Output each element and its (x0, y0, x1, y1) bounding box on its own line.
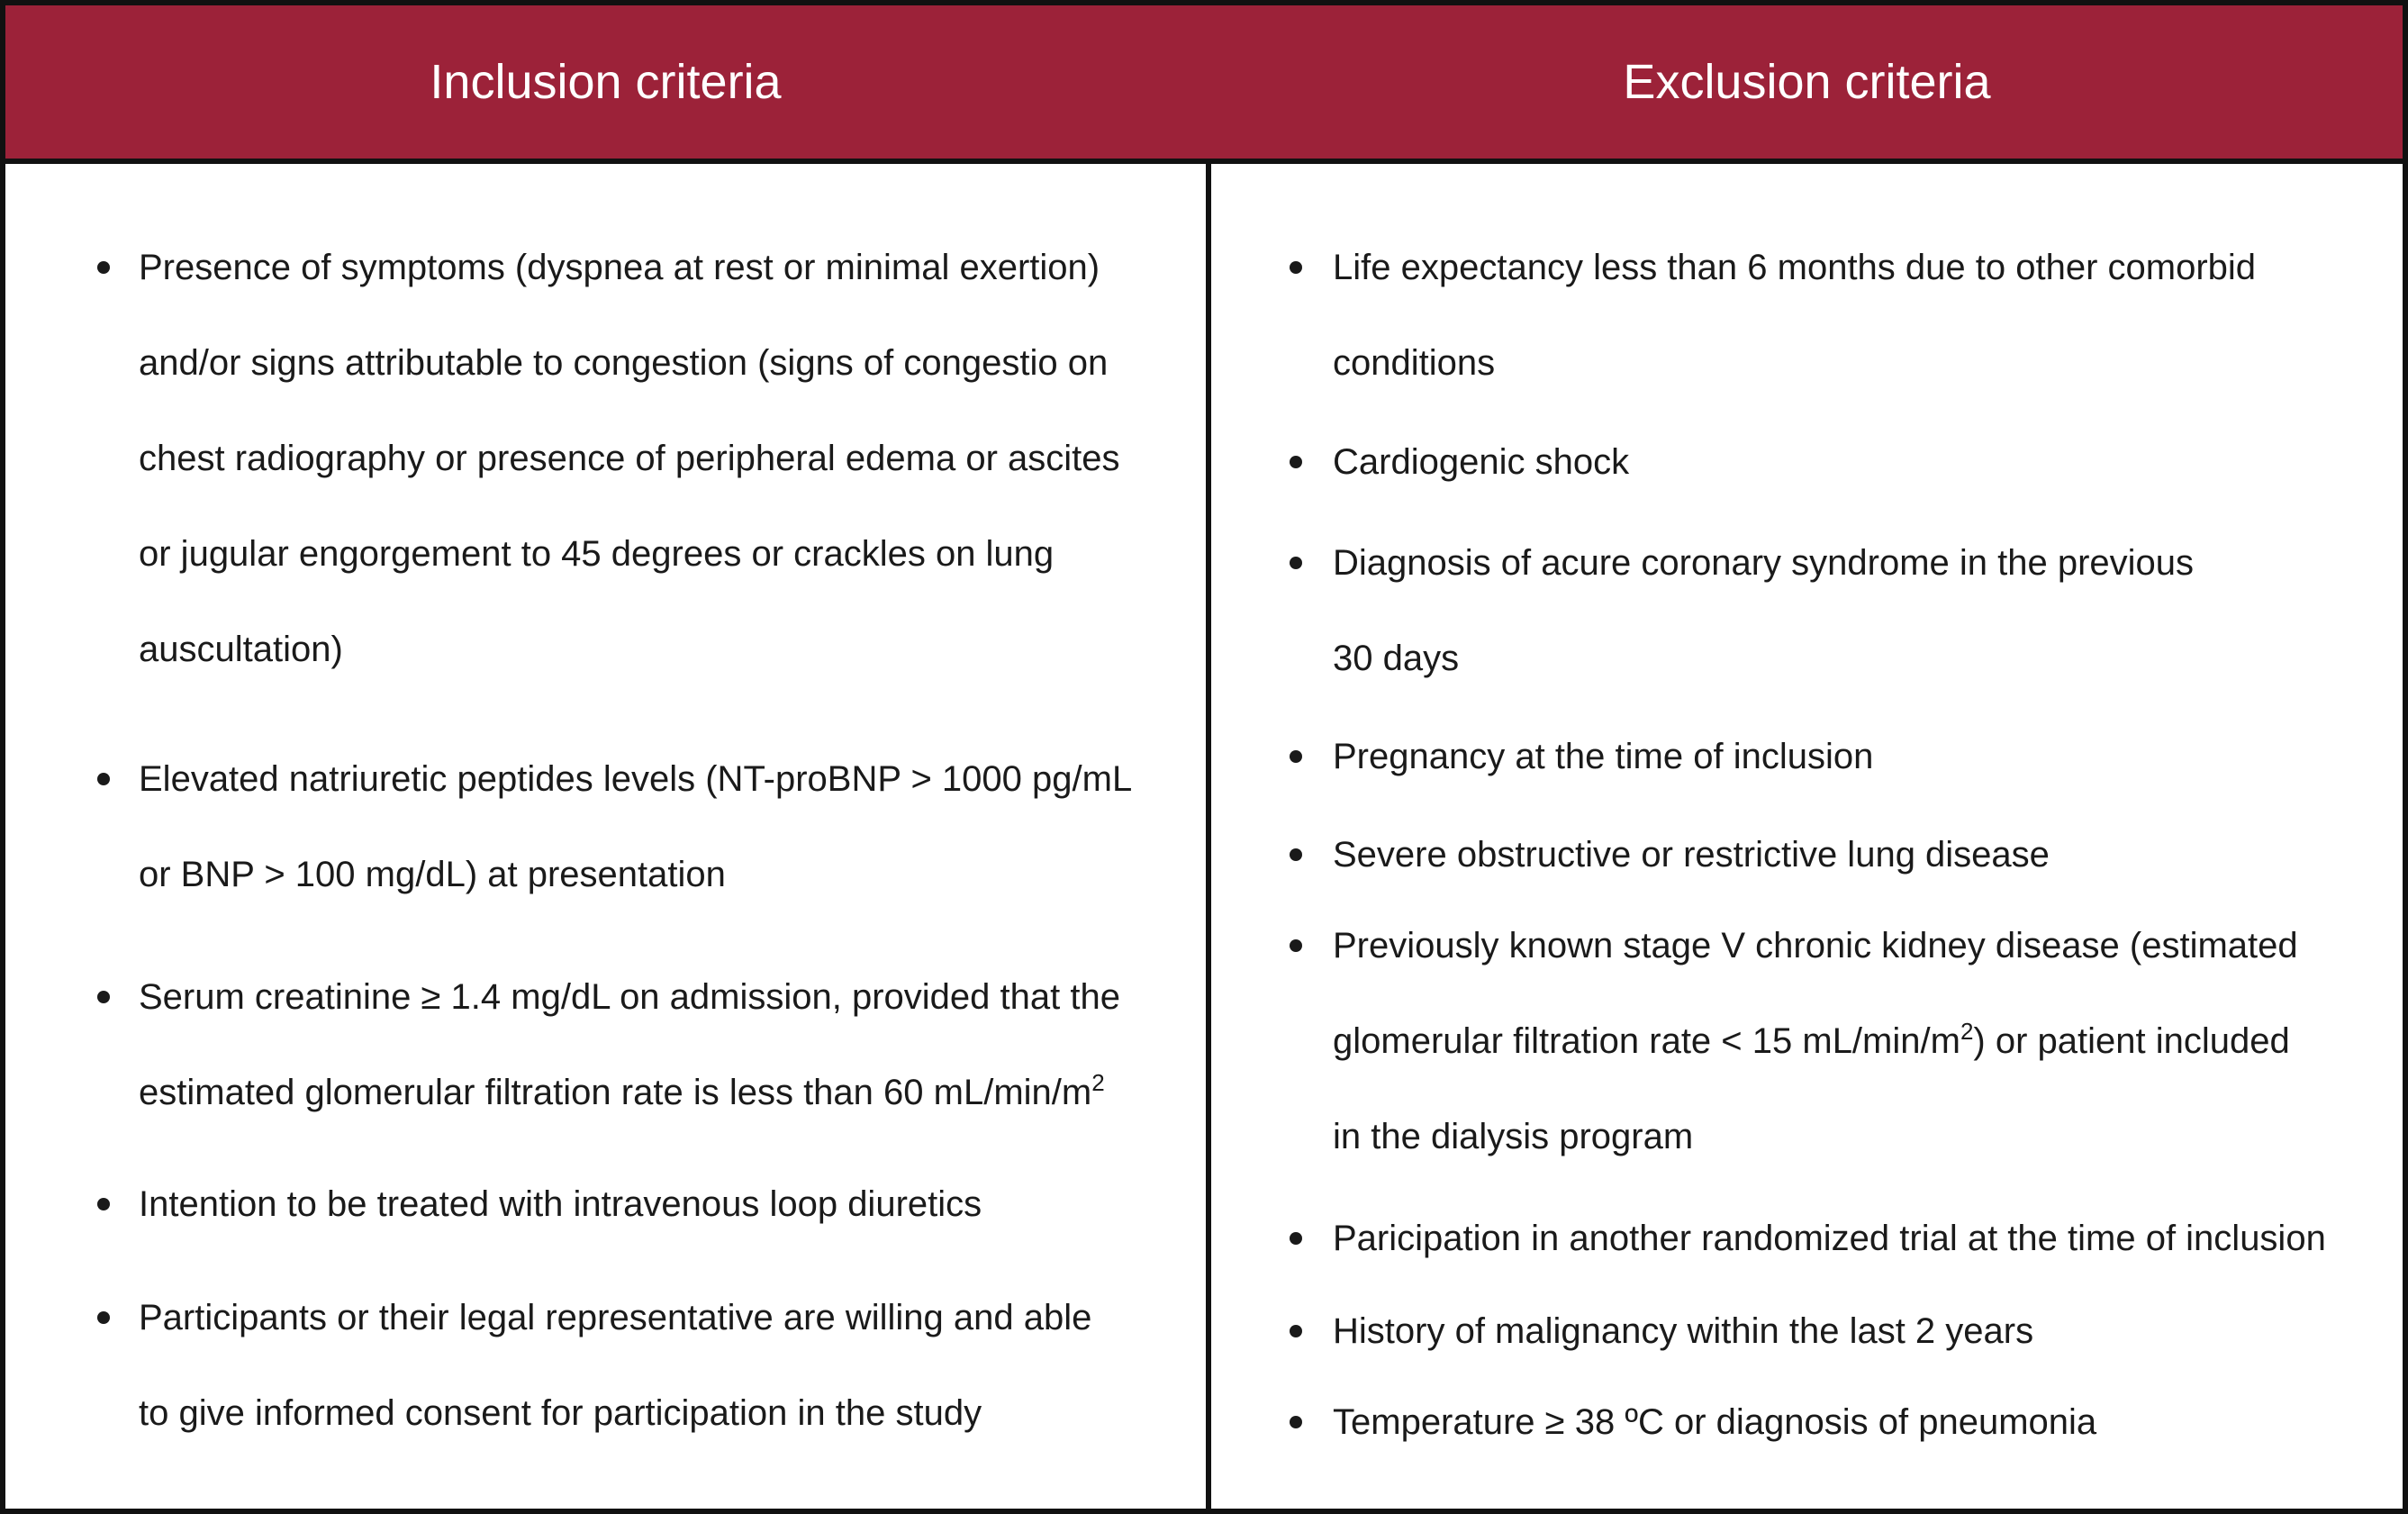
bullet-icon (1290, 1416, 1302, 1428)
exclusion-criteria-heading: Exclusion criteria (1623, 55, 1991, 109)
exclusion-criteria-column (1211, 164, 2403, 1509)
item-line: conditions (1333, 343, 1496, 383)
item-line: Elevated natriuretic peptides levels (NT-proBNP > 1000 pg/mL (139, 759, 1133, 799)
bullet-icon (1290, 848, 1302, 861)
item-line: Participants or their legal representative are willing and able (139, 1298, 1092, 1337)
bullet-icon (1290, 1325, 1302, 1337)
item-line: auscultation) (139, 630, 343, 669)
inclusion-item (139, 1156, 1192, 1252)
item-line: Paricipation in another randomized trial at the time of inclusion (1333, 1219, 2326, 1258)
bullet-icon (97, 991, 110, 1003)
item-line: or jugular engorgement to 45 degrees or crackles on lung (139, 534, 1055, 574)
item-line: Previously known stage V chronic kidney disease (estimated (1333, 926, 2298, 966)
inclusion-item (139, 731, 1192, 922)
table-header (5, 5, 2403, 164)
exclusion-item (1333, 898, 2386, 1184)
item-line-text: estimated glomerular filtration rate is less than 60 mL/min/m (139, 1073, 1092, 1112)
item-line: to give informed consent for participation in the study (139, 1393, 982, 1433)
item-line: Intention to be treated with intravenous loop diuretics (139, 1184, 982, 1224)
item-line: Severe obstructive or restrictive lung disease (1333, 835, 2050, 875)
bullet-icon (1290, 939, 1302, 952)
exclusion-item (1333, 414, 2386, 510)
item-line: Presence of symptoms (dyspnea at rest or minimal exertion) (139, 248, 1100, 287)
item-line: Life expectancy less than 6 months due to other comorbid (1333, 248, 2257, 287)
superscript: 2 (1960, 1018, 1974, 1045)
exclusion-item (1333, 1374, 2386, 1470)
item-line: Temperature ≥ 38 ºC or diagnosis of pneumonia (1333, 1402, 2097, 1442)
exclusion-item (1333, 1283, 2386, 1379)
item-line: and/or signs attributable to congestion (signs of congestio on (139, 343, 1109, 383)
inclusion-criteria-heading: Inclusion criteria (430, 55, 782, 109)
inclusion-item (139, 220, 1192, 697)
item-line: 30 days (1333, 639, 1460, 678)
exclusion-item (1333, 1191, 2386, 1286)
item-line: History of malignancy within the last 2 years (1333, 1311, 2034, 1351)
item-line: chest radiography or presence of peripheral edema or ascites (139, 439, 1120, 478)
item-line: in the dialysis program (1333, 1117, 1694, 1156)
bullet-icon (97, 1311, 110, 1324)
inclusion-item (139, 1270, 1192, 1461)
exclusion-item (1333, 807, 2386, 902)
item-line-text: glomerular filtration rate < 15 mL/min/m (1333, 1021, 1960, 1061)
item-line-text: ) or patient included (1973, 1021, 2290, 1061)
inclusion-item (139, 949, 1192, 1140)
exclusion-item (1333, 709, 2386, 804)
bullet-icon (97, 1198, 110, 1210)
bullet-icon (1290, 456, 1302, 468)
superscript: 2 (1091, 1069, 1105, 1096)
bullet-icon (97, 773, 110, 785)
item-line: Diagnosis of acure coronary syndrome in the previous (1333, 543, 2195, 583)
inclusion-criteria-column (5, 164, 1206, 1509)
bullet-icon (1290, 1232, 1302, 1245)
item-line: Serum creatinine ≥ 1.4 mg/dL on admission, provided that the (139, 977, 1120, 1017)
item-line: Cardiogenic shock (1333, 442, 1630, 482)
item-line (1333, 993, 2386, 1089)
bullet-icon (1290, 557, 1302, 569)
bullet-icon (97, 261, 110, 274)
item-line (139, 1045, 1192, 1140)
item-line: Pregnancy at the time of inclusion (1333, 737, 1874, 776)
exclusion-item (1333, 220, 2386, 411)
bullet-icon (1290, 750, 1302, 763)
bullet-icon (1290, 261, 1302, 274)
item-line: or BNP > 100 mg/dL) at presentation (139, 855, 726, 894)
exclusion-item (1333, 515, 2386, 706)
